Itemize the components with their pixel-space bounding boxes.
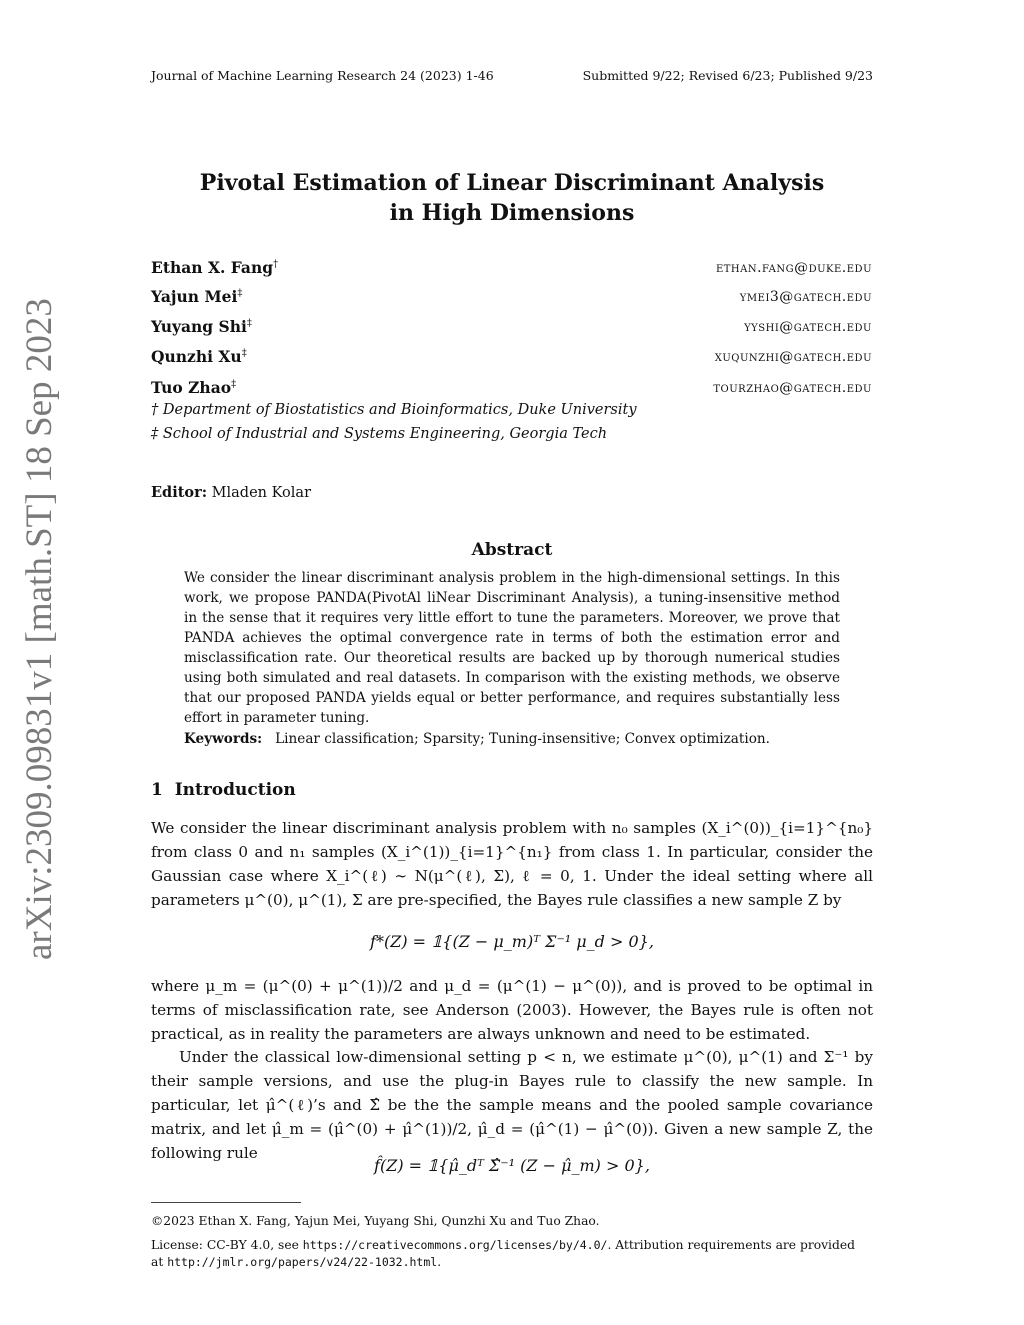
author-email: yyshi@gatech.edu	[744, 319, 872, 335]
section-heading: 1 Introduction	[151, 780, 296, 800]
author-name: Qunzhi Xu‡	[151, 347, 247, 366]
affiliation-duke: † Department of Biostatistics and Bioinformatics, Duke University	[151, 402, 637, 418]
title-line-2: in High Dimensions	[389, 200, 635, 226]
title-line-1: Pivotal Estimation of Linear Discriminant Analysis	[199, 170, 825, 196]
author-name: Yuyang Shi‡	[151, 317, 252, 336]
paper-link[interactable]: http://jmlr.org/papers/v24/22-1032.html	[167, 1255, 438, 1269]
author-email: ymei3@gatech.edu	[739, 289, 872, 305]
license-line: License: CC-BY 4.0, see https://creativecommons.org/licenses/by/4.0/. Attribution requirements are provided	[151, 1238, 856, 1252]
intro-paragraph-3: Under the classical low-dimensional setting p < n, we estimate μ^(0), μ^(1) and Σ⁻¹ by their sample versions, and use the plug-in Bayes rule to classify the new sample. In particular, let μ̂^(ℓ)’s and Σ̂ be the the sample means and the pooled sample covariance matrix, and let μ̂_m = (μ̂^(0) + μ̂^(1))/2, μ̂_d = (μ̂^(1) − μ̂^(0)). Given a new sample Z, the following rule	[151, 1048, 873, 1162]
paper-title	[0, 168, 1024, 228]
arxiv-stamp: arXiv:2309.09831v1 [math.ST] 18 Sep 2023	[19, 298, 60, 960]
abstract-body: We consider the linear discriminant analysis problem in the high-dimensional settings. In this work, we propose PANDA(PivotAl liNear Discriminant Analysis), a tuning-insensitive method in the sense that it requires very little effort to tune the parameters. Moreover, we prove that PANDA achieves the optimal convergence rate in terms of both the estimation error and misclassification rate. Our theoretical results are backed up by thorough numerical studies using both simulated and real datasets. In comparison with the existing methods, we observe that our proposed PANDA yields equal or better performance, and requires substantially less effort in parameter tuning.	[184, 570, 840, 726]
author-email: xuqunzhi@gatech.edu	[714, 349, 872, 365]
paper-url-line: at http://jmlr.org/papers/v24/22-1032.html.	[151, 1255, 442, 1269]
author-email: ethan.fang@duke.edu	[715, 260, 872, 276]
footnote-rule	[151, 1202, 301, 1203]
intro-paragraph-1: We consider the linear discriminant analysis problem with n₀ samples (X_i^(0))_{i=1}^{n₀} from class 0 and n₁ samples (X_i^(1))_{i=1}^{n₁} from class 1. In particular, consider the Gaussian case where X_i^(ℓ) ∼ N(μ^(ℓ), Σ), ℓ = 0, 1. Under the ideal setting where all parameters μ^(0), μ^(1), Σ are pre-specified, the Bayes rule classifies a new sample Z by	[151, 819, 873, 909]
affiliation-gatech: ‡ School of Industrial and Systems Engineering, Georgia Tech	[151, 426, 608, 442]
equation-plugin-rule: f̂(Z) = 𝟙{μ̂_dᵀ Σ̂⁻¹ (Z − μ̂_m) > 0},	[374, 1156, 650, 1175]
editor-line: Editor: Mladen Kolar	[151, 484, 311, 501]
equation-bayes-rule: f*(Z) = 𝟙{(Z − μ_m)ᵀ Σ⁻¹ μ_d > 0},	[370, 932, 654, 951]
license-link[interactable]: https://creativecommons.org/licenses/by/4.0/	[302, 1238, 608, 1252]
author-email: tourzhao@gatech.edu	[713, 380, 872, 396]
copyright-line: ©2023 Ethan X. Fang, Yajun Mei, Yuyang Shi, Qunzhi Xu and Tuo Zhao.	[151, 1214, 600, 1228]
author-name: Tuo Zhao‡	[151, 378, 237, 397]
submission-dates: Submitted 9/22; Revised 6/23; Published 9/23	[582, 68, 873, 83]
author-name: Ethan X. Fang†	[151, 258, 279, 277]
intro-paragraph-2: where μ_m = (μ^(0) + μ^(1))/2 and μ_d = (μ^(1) − μ^(0)), and is proved to be optimal in terms of misclassification rate, see Anderson (2003). However, the Bayes rule is often not practical, as in reality the parameters are always unknown and need to be estimated.	[151, 977, 873, 1043]
author-name: Yajun Mei‡	[151, 287, 243, 306]
journal-header: Journal of Machine Learning Research 24 (2023) 1-46	[151, 68, 494, 83]
abstract-heading: Abstract	[471, 540, 553, 560]
keywords: Keywords: Linear classification; Sparsity; Tuning-insensitive; Convex optimization.	[184, 731, 770, 747]
